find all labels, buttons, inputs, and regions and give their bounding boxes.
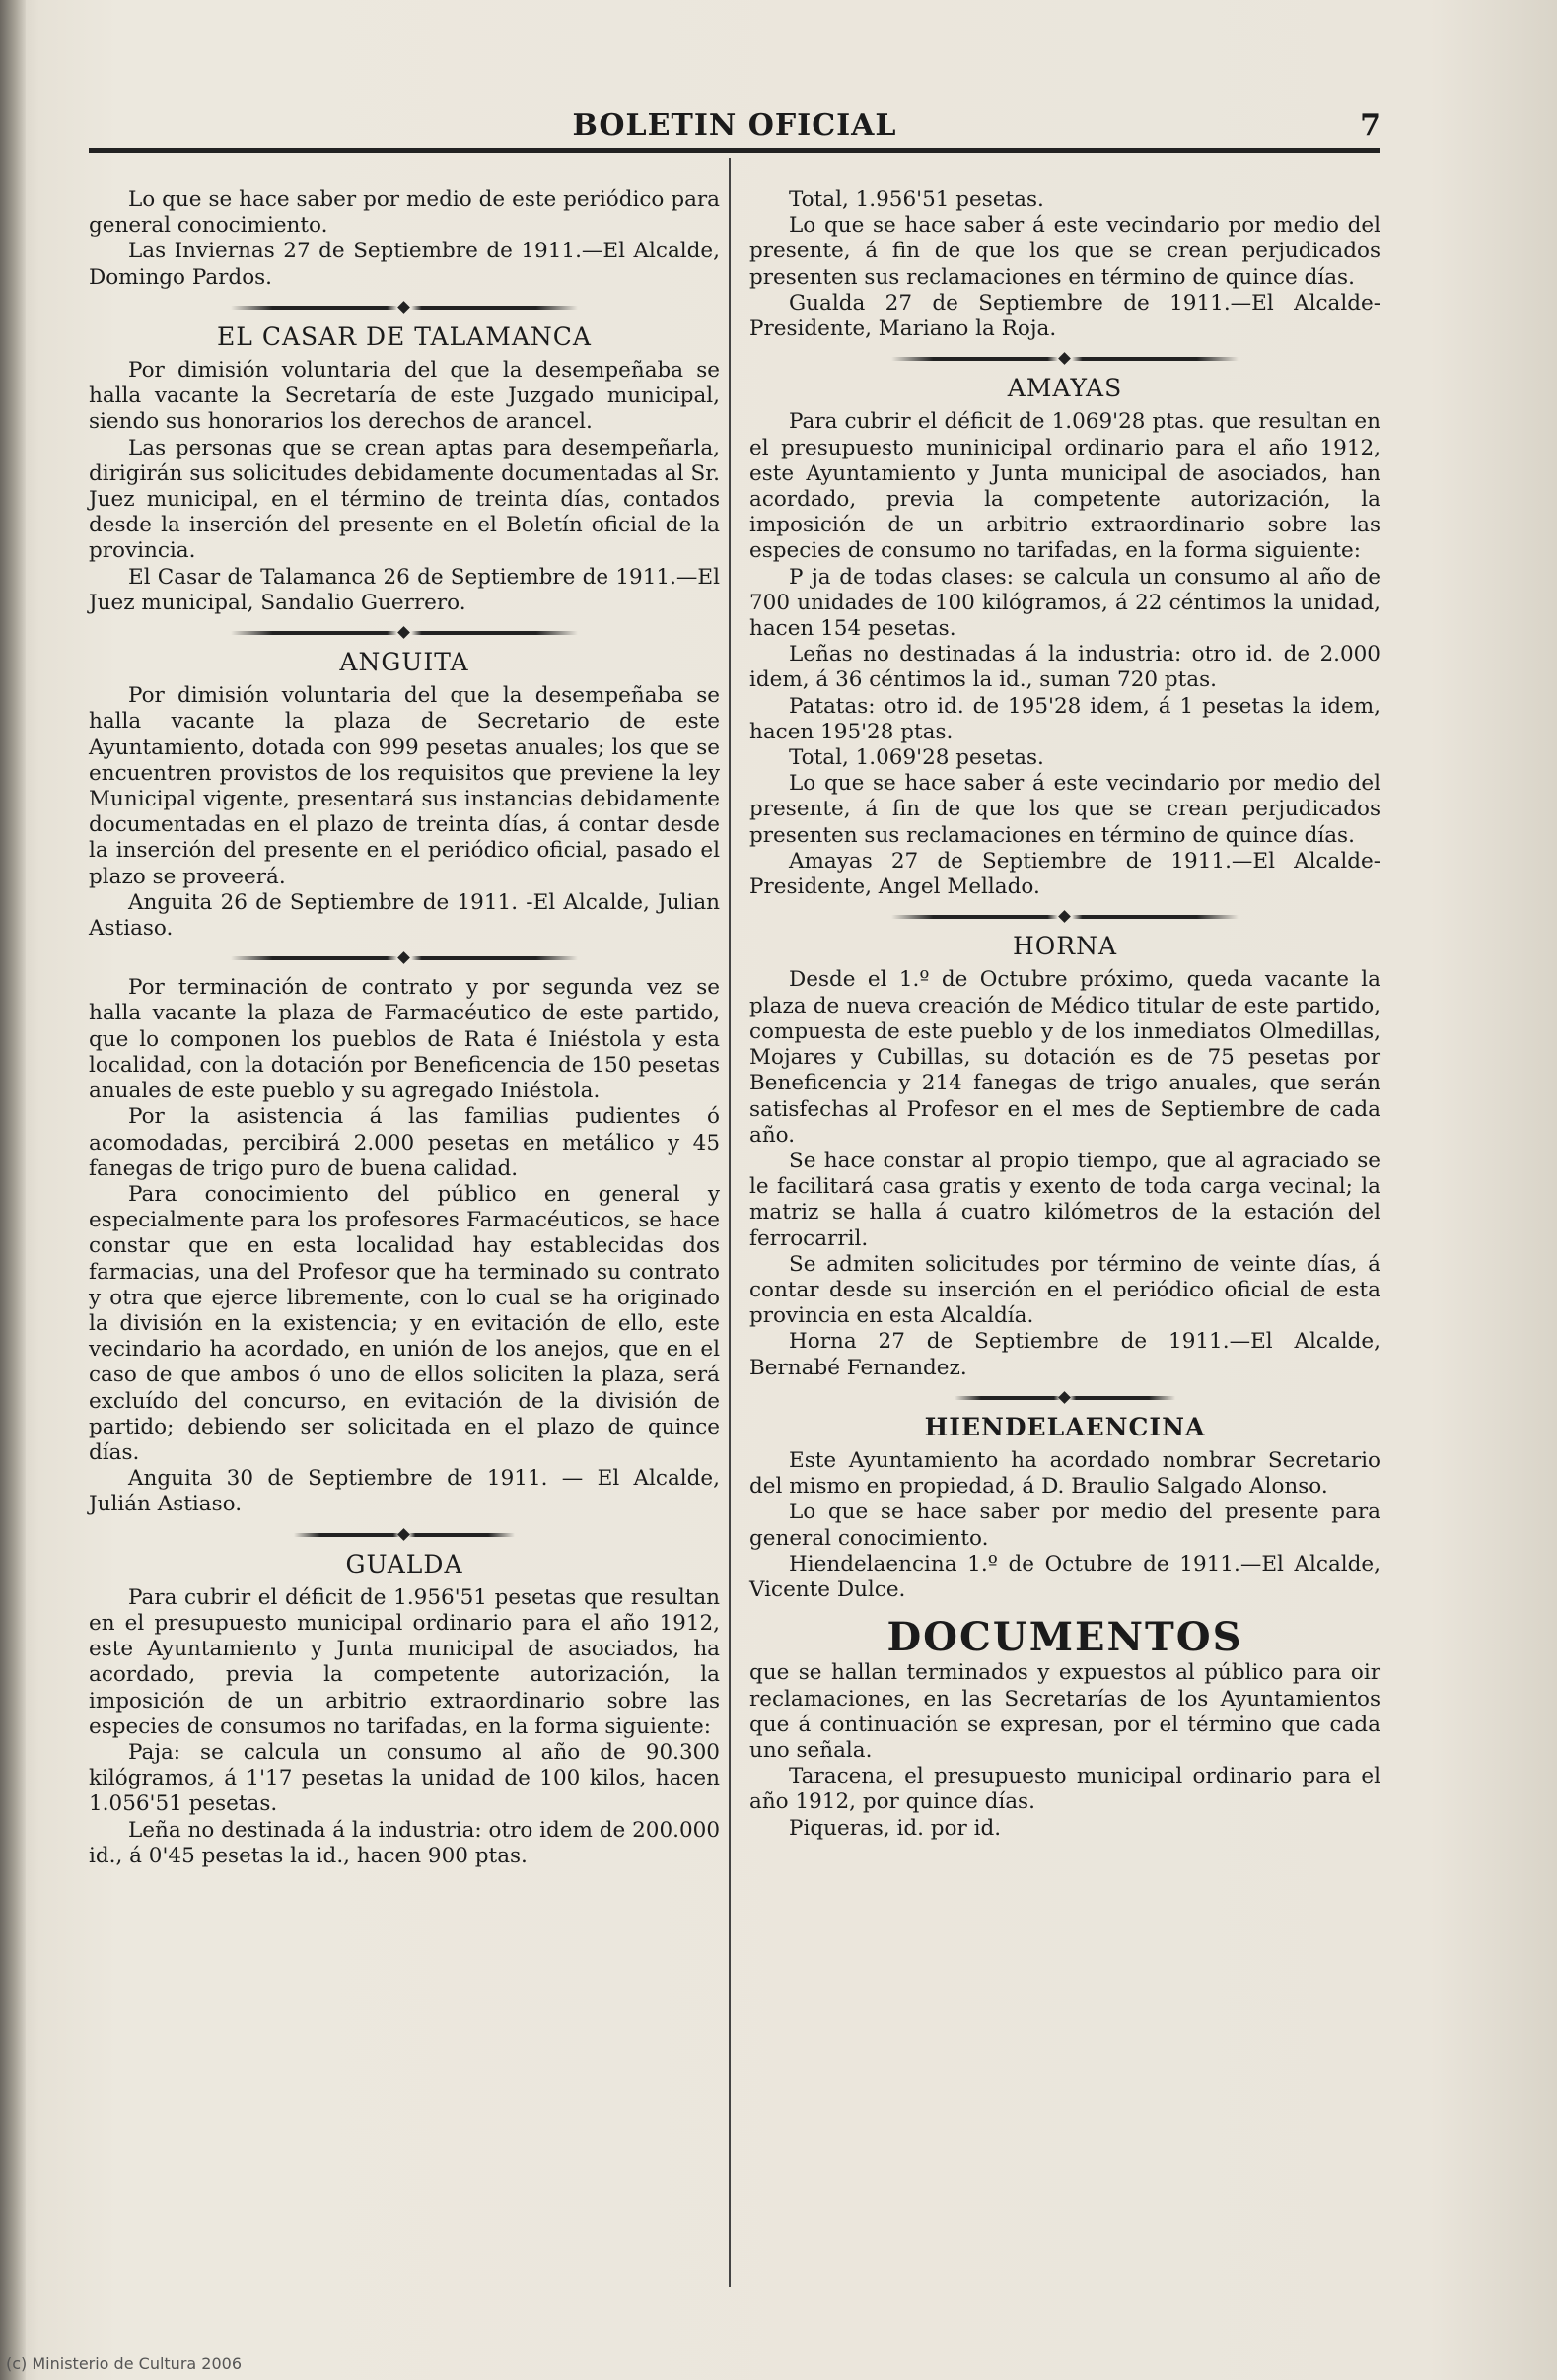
- paragraph: Para conocimiento del público en general y especialmente para los profesores Farmacéuticos, se hace constar que en esta localidad hay establecidas dos farmacias, una del Profesor que ha terminado su contrato y otra que ejerce libremente, con lo cual se ha originado la división en la existencia; y en evitación de ello, este vecindario ha acordado, en unión de los anejos, que en el caso de que ambos ó uno de ellos soliciten la plaza, será excluído del concurso, en evitación de la división de partido; debiendo ser solicitada en el plazo de quince días.: [89, 1181, 720, 1465]
- paragraph: Hiendelaencina 1.º de Octubre de 1911.—El Alcalde, Vicente Dulce.: [749, 1551, 1380, 1602]
- list-item: Piqueras, id. por id.: [789, 1815, 1002, 1841]
- paragraph: Total, 1.069'28 pesetas.: [789, 745, 1044, 771]
- paragraph: Gualda 27 de Septiembre de 1911.—El Alcalde-Presidente, Mariano la Roja.: [749, 290, 1380, 342]
- list-item: Taracena, el presupuesto municipal ordinario para el año 1912, por quince días.: [749, 1764, 1380, 1815]
- paragraph: Lo que se hace saber á este vecindario por medio del presente, á fin de que los que se crean perjudicados presenten sus reclamaciones en término de quince días.: [749, 213, 1380, 290]
- section-separator: [891, 352, 1239, 366]
- paragraph: Se admiten solicitudes por término de veinte días, á contar desde su inserción en el periódico oficial de esta provincia en esta Alcaldía.: [749, 1251, 1380, 1329]
- page-title: BOLETIN OFICIAL: [572, 108, 897, 143]
- section-title-anguita: ANGUITA: [339, 648, 469, 677]
- paragraph: Patatas: otro id. de 195'28 idem, á 1 pesetas la idem, hacen 195'28 ptas.: [749, 693, 1380, 744]
- paragraph: Lo que se hace saber á este vecindario por medio del presente, á fin de que los que se crean perjudicados presenten sus reclamaciones en término de quince días.: [749, 771, 1380, 848]
- paragraph: que se hallan terminados y expuestos al público para oir reclamaciones, en las Secretarías de los Ayuntamientos que á continuación se expresan, por el término que cada uno señala.: [749, 1660, 1380, 1763]
- paragraph: Anguita 26 de Septiembre de 1911. -El Alcalde, Julian Astiaso.: [89, 889, 720, 942]
- page-edge-shadow: [0, 0, 26, 2380]
- section-separator: [231, 626, 578, 640]
- right-column: [749, 187, 1380, 1842]
- section-separator: [294, 1528, 515, 1542]
- section-title-documentos: DOCUMENTOS: [886, 1614, 1243, 1661]
- section-title-gualda: GUALDA: [345, 1549, 463, 1578]
- paragraph: Se hace constar al propio tiempo, que al agraciado se le facilitará casa gratis y exento de toda carga vecinal; la matriz se halla á cuatro kilómetros de la estación del ferrocarril.: [749, 1148, 1380, 1251]
- page-header: [89, 103, 1380, 152]
- paragraph: P ja de todas clases: se calcula un consumo al año de 700 unidades de 100 kilógramos, á 22 céntimos la unidad, hacen 154 pesetas.: [749, 564, 1380, 642]
- paragraph: Por dimisión voluntaria del que la desempeñaba se halla vacante la plaza de Secretario de este Ayuntamiento, dotada con 999 pesetas anuales; los que se encuentren provistos de los requisitos que previene la ley Municipal vigente, presentará sus instancias debidamente documentadas en el plazo de treinta días, á contar desde la inserción del presente en el periódico oficial, pasado el plazo se proveerá.: [89, 683, 720, 889]
- paragraph: Horna 27 de Septiembre de 1911.—El Alcalde, Bernabé Fernandez.: [749, 1329, 1380, 1380]
- section-title-amayas: AMAYAS: [1007, 374, 1123, 403]
- paragraph: Leña no destinada á la industria: otro idem de 200.000 id., á 0'45 pesetas la id., hacen 900 ptas.: [89, 1817, 720, 1868]
- copyright-notice: (c) Ministerio de Cultura 2006: [6, 2354, 242, 2373]
- paragraph: Anguita 30 de Septiembre de 1911. — El Alcalde, Julián Astiaso.: [89, 1466, 720, 1517]
- section-title-horna: HORNA: [1012, 932, 1118, 961]
- header-rule: [89, 148, 1380, 153]
- paragraph: Leñas no destinadas á la industria: otro id. de 2.000 idem, á 36 céntimos la id., suman 720 ptas.: [749, 642, 1380, 693]
- left-column: [89, 187, 720, 1869]
- paragraph: Por terminación de contrato y por segunda vez se halla vacante la plaza de Farmacéutico de este partido, que lo componen los pueblos de Rata é Iniéstola y esta localidad, con la dotación por Beneficencia de 150 pesetas anuales de este pueblo y su agregado Iniéstola.: [89, 975, 720, 1104]
- paragraph: Paja: se calcula un consumo al año de 90.300 kilógramos, á 1'17 pesetas la unidad de 100 kilos, hacen 1.056'51 pesetas.: [89, 1739, 720, 1817]
- paragraph: Las Inviernas 27 de Septiembre de 1911.—El Alcalde, Domingo Pardos.: [89, 239, 720, 290]
- column-divider: [729, 158, 731, 2287]
- paragraph: Por dimisión voluntaria del que la desempeñaba se halla vacante la Secretaría de este Juzgado municipal, siendo sus honorarios los derechos de arancel.: [89, 358, 720, 435]
- paragraph: Lo que se hace saber por medio de este periódico para general conocimiento.: [89, 187, 720, 239]
- section-title-hiendelaencina: HIENDELAENCINA: [924, 1412, 1206, 1441]
- section-title-el-casar: EL CASAR DE TALAMANCA: [217, 321, 592, 351]
- paragraph: Desde el 1.º de Octubre próximo, queda vacante la plaza de nueva creación de Médico titular de este partido, compuesta de este pueblo y de los inmediatos Olmedillas, Mojares y Cubillas, su dotación es de 75 pesetas por Beneficencia y 214 fanegas de trigo anuales, que serán satisfechas al Profesor en el mes de Septiembre de cada año.: [749, 967, 1380, 1148]
- section-separator: [891, 910, 1239, 924]
- paragraph: Este Ayuntamiento ha acordado nombrar Secretario del mismo en propiedad, á D. Braulio Salgado Alonso.: [749, 1447, 1380, 1500]
- page-number: 7: [1360, 108, 1380, 143]
- paragraph: Amayas 27 de Septiembre de 1911.—El Alcalde-Presidente, Angel Mellado.: [749, 848, 1380, 900]
- section-separator: [231, 301, 578, 315]
- paragraph: Las personas que se crean aptas para desempeñarla, dirigirán sus solicitudes debidamente documentadas al Sr. Juez municipal, en el término de treinta días, contados desde la inserción del presente en el Boletín oficial de la provincia.: [89, 435, 720, 564]
- paragraph: Total, 1.956'51 pesetas.: [789, 187, 1044, 212]
- section-separator: [955, 1391, 1175, 1405]
- paragraph: Por la asistencia á las familias pudientes ó acomodadas, percibirá 2.000 pesetas en metálico y 45 fanegas de trigo puro de buena calidad.: [89, 1104, 720, 1181]
- paragraph: Para cubrir el déficit de 1.956'51 pesetas que resultan en el presupuesto municipal ordinario para el año 1912, este Ayuntamiento y Junta municipal de asociados, ha acordado, previa la competente autorización, la imposición de un arbitrio extraordinario sobre las especies de consumos no tarifadas, en la forma siguiente:: [89, 1584, 720, 1739]
- paragraph: El Casar de Talamanca 26 de Septiembre de 1911.—El Juez municipal, Sandalio Guerrero.: [89, 564, 720, 615]
- paragraph: Para cubrir el déficit de 1.069'28 ptas. que resultan en el presupuesto muninicipal ordinario para el año 1912, este Ayuntamiento y Junta municipal de asociados, han acordado, previa la competente autorización, la imposición de un arbitrio extraordinario sobre las especies de consumo no tarifadas, en la forma siguiente:: [749, 409, 1380, 564]
- paragraph: Lo que se hace saber por medio del presente para general conocimiento.: [749, 1500, 1380, 1551]
- section-separator: [231, 951, 578, 965]
